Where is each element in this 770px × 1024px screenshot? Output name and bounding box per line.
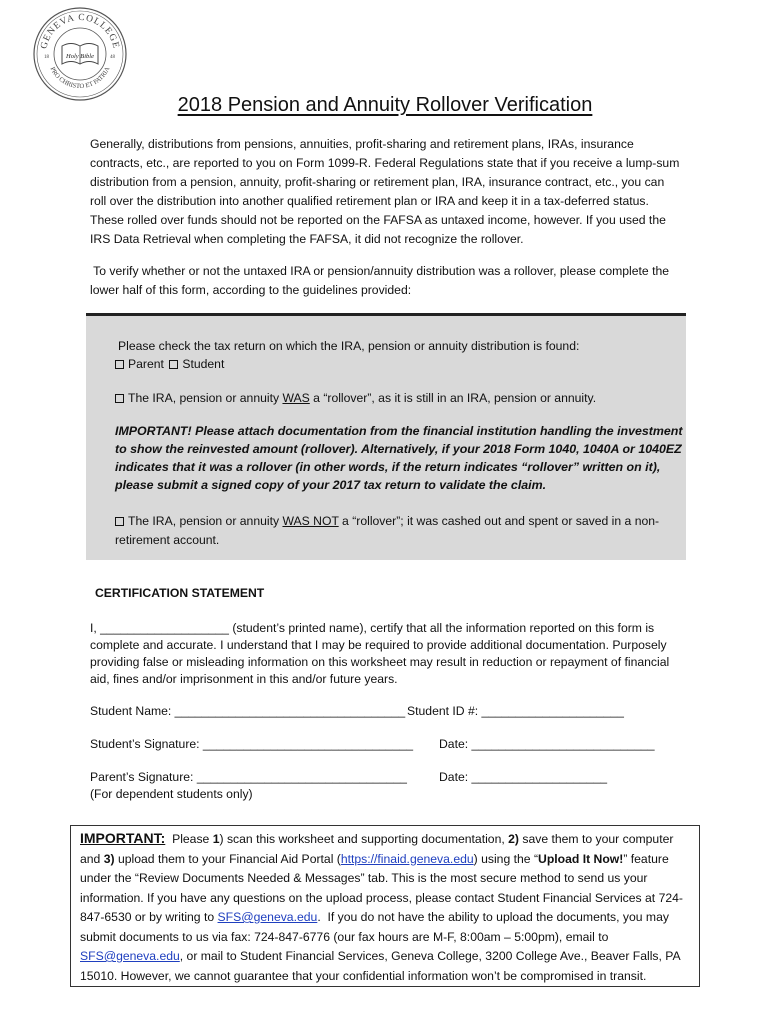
sfs-email-link[interactable]: SFS@geneva.edu bbox=[217, 910, 318, 924]
notice-text: , or mail to Student Financial Services, Geneva College, 3200 College Ave., Beaver Falls, PA bbox=[179, 949, 681, 963]
finaid-portal-link[interactable]: https://finaid.geneva.edu bbox=[340, 851, 474, 866]
parent-checkbox[interactable] bbox=[115, 357, 164, 371]
important-attach-note bbox=[115, 422, 685, 494]
certification-line: aid, fines and/or imprisonment in this and/or future years. bbox=[90, 672, 398, 686]
page-title: 2018 Pension and Annuity Rollover Verification bbox=[177, 94, 593, 116]
option-text: a “rollover”; it was cashed out and spent or saved in a non- bbox=[338, 514, 660, 528]
upload-it-now-text: Upload It Now! bbox=[538, 851, 624, 866]
student-date-field[interactable]: Date: ___________________________ bbox=[439, 737, 655, 751]
step-number: 3) bbox=[103, 851, 115, 866]
intro-line: Generally, distributions from pensions, annuities, profit-sharing and retirement plans, IRAs, insurance bbox=[90, 137, 634, 151]
student-id-field[interactable]: Student ID #: _____________________ bbox=[407, 704, 624, 718]
certification-line: providing false or misleading information on this worksheet may result in reduction or repayment of financial bbox=[90, 655, 670, 669]
parent-date-field[interactable]: Date: ____________________ bbox=[439, 770, 608, 784]
important-upload-notice bbox=[70, 825, 700, 987]
option-text: a “rollover”, as it is still in an IRA, pension or annuity. bbox=[309, 391, 597, 405]
important-heading: IMPORTANT: bbox=[80, 830, 166, 846]
parent-signature-field[interactable]: Parent’s Signature: _______________________________ bbox=[90, 770, 407, 784]
step-number: 1 bbox=[212, 832, 220, 846]
notice-text: Please bbox=[165, 832, 213, 846]
seal-motto-text: PRO CHRISTO ET PATRIA bbox=[48, 65, 112, 91]
notice-text: 847-6530 or by writing to bbox=[80, 910, 218, 924]
important-line: indicates that it was a rollover (in other words, if the return indicates “rollover” written on it), bbox=[115, 460, 661, 474]
notice-text: ) scan this worksheet and supporting documentation, bbox=[219, 832, 509, 846]
checkbox-icon bbox=[115, 394, 124, 403]
was-not-word: WAS NOT bbox=[282, 514, 339, 528]
intro-line: contracts, etc., are reported to you on Form 1099-R. Federal Regulations state that if you receive a lump-sum bbox=[90, 156, 680, 170]
notice-text: save them to your computer bbox=[518, 832, 674, 846]
certification-heading: CERTIFICATION STATEMENT bbox=[95, 586, 265, 600]
intro-line: These rolled over funds should not be reported on the FAFSA as untaxed income, however. If you used the bbox=[90, 213, 666, 227]
notice-text: 15010. However, we cannot guarantee that your confidential information won’t be compromised in transit. bbox=[80, 968, 647, 983]
student-signature-field[interactable]: Student’s Signature: _______________________________ bbox=[90, 737, 414, 751]
geneva-college-seal bbox=[32, 6, 128, 102]
intro-line: roll over the distribution into another qualified retirement plan or IRA and keep it in a tax-deferred status. bbox=[90, 194, 649, 208]
seal-institution-text: GENEVA COLLEGE bbox=[39, 12, 121, 50]
option-text-line2: retirement account. bbox=[115, 533, 220, 547]
notice-text: ” feature bbox=[623, 851, 669, 866]
certification-line: complete and accurate. I understand that I may be required to provide additional documentation. Purposely bbox=[90, 638, 667, 652]
rollover-checklist-panel bbox=[86, 313, 686, 560]
notice-text: submit documents to us via fax: 724-847-6776 (our fax hours are M-F, 8:00am – 5:00pm), email to bbox=[80, 929, 609, 944]
important-line: please submit a signed copy of your 2017 tax return to validate the claim. bbox=[115, 478, 547, 492]
notice-text: information. If you have any questions on the upload process, please contact Student Financial Services at 724- bbox=[80, 890, 683, 905]
checkbox-icon bbox=[115, 360, 124, 369]
verify-paragraph bbox=[90, 262, 690, 300]
important-line: to show the reinvested amount (rollover). Alternatively, if your 2018 Form 1040, 1040A or 1040EZ bbox=[115, 442, 682, 456]
verify-line: To verify whether or not the untaxed IRA or pension/annuity distribution was a rollover, please complete the bbox=[90, 264, 670, 278]
seal-book-text: Holy Bible bbox=[66, 53, 94, 60]
tax-return-prompt: Please check the tax return on which the IRA, pension or annuity distribution is found: bbox=[118, 339, 580, 353]
important-line: IMPORTANT! Please attach documentation from the financial institution handling the investment bbox=[115, 424, 683, 438]
dependent-note: (For dependent students only) bbox=[90, 787, 253, 801]
certification-paragraph bbox=[90, 620, 690, 688]
was-word: WAS bbox=[282, 391, 310, 405]
option-text: The IRA, pension or annuity bbox=[128, 391, 283, 405]
notice-text: upload them to your Financial Aid Portal ( bbox=[114, 851, 341, 866]
notice-text: . If you do not have the ability to upload the documents, you may bbox=[317, 910, 669, 924]
certification-line: I, ___________________ (student’s printed name), certify that all the information reported on this form is bbox=[90, 621, 655, 635]
was-not-rollover-option[interactable] bbox=[115, 512, 675, 549]
verify-line: lower half of this form, according to the guidelines provided: bbox=[90, 283, 412, 297]
notice-text: under the “Review Documents Needed & Messages” tab. This is the most secure method to send us your bbox=[80, 871, 648, 885]
seal-year-left: 18 bbox=[44, 55, 49, 60]
svg-text:PRO CHRISTO ET PATRIA bbox=[49, 66, 112, 90]
student-checkbox[interactable] bbox=[167, 357, 224, 371]
student-label: Student bbox=[182, 357, 225, 371]
option-text: The IRA, pension or annuity bbox=[128, 514, 283, 528]
seal-year-right: 48 bbox=[110, 55, 115, 60]
intro-line: IRS Data Retrieval when completing the FAFSA, it did not recognize the rollover. bbox=[90, 232, 524, 246]
student-name-field[interactable]: Student Name: __________________________________ bbox=[90, 704, 406, 718]
notice-text: and bbox=[80, 851, 104, 866]
intro-paragraph bbox=[90, 135, 690, 249]
notice-text: ) using the “ bbox=[473, 851, 539, 866]
step-number: 2) bbox=[508, 832, 519, 846]
sfs-email-link[interactable]: SFS@geneva.edu bbox=[80, 949, 180, 963]
was-rollover-option[interactable] bbox=[115, 389, 675, 407]
intro-line: distribution from a pension, annuity, profit-sharing or retirement plan, IRA, insurance contract, etc., you can bbox=[90, 175, 665, 189]
parent-label: Parent bbox=[128, 357, 164, 371]
checkbox-icon bbox=[169, 360, 178, 369]
return-type-options bbox=[115, 355, 675, 373]
checkbox-icon bbox=[115, 517, 124, 526]
important-notice-text bbox=[80, 829, 688, 986]
